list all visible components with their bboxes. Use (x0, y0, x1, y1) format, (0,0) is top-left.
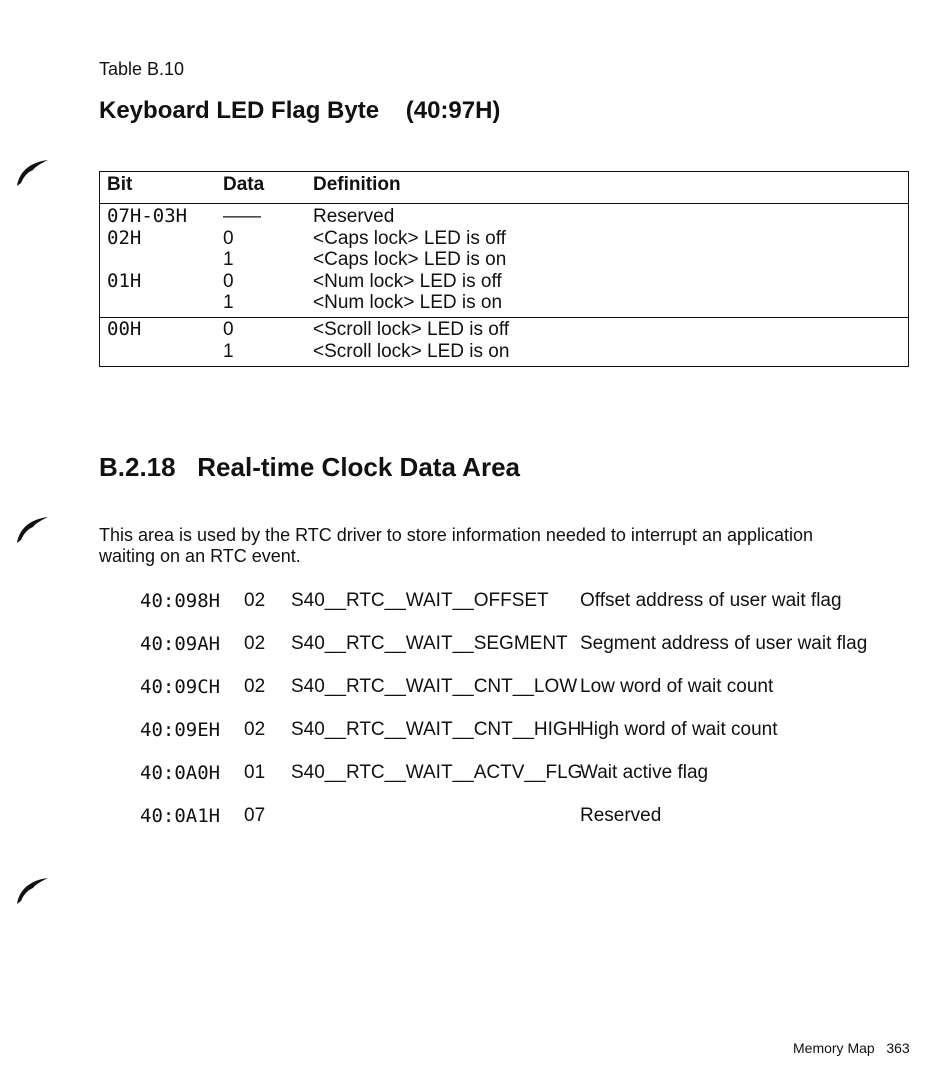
address-cell: 40:09EH (140, 719, 221, 741)
data-cell: 1 (223, 340, 234, 362)
bit-cell: 07H-03H (107, 205, 188, 227)
header-data: Data (223, 174, 265, 195)
address-cell: 40:09CH (140, 676, 221, 698)
page-footer: Memory Map 363 (793, 1040, 910, 1056)
symbol-name-cell: S40__RTC__WAIT__CNT__LOW (291, 676, 578, 697)
led-flag-table (99, 171, 909, 367)
definition-cell: <Caps lock> LED is on (313, 249, 507, 271)
description-cell: Offset address of user wait flag (580, 590, 842, 611)
data-cell: 0 (223, 227, 234, 249)
symbol-name-cell: S40__RTC__WAIT__CNT__HIGH (291, 719, 582, 740)
table-row (100, 292, 908, 314)
bit-cell: 00H (107, 317, 142, 340)
definition-cell: <Scroll lock> LED is off (313, 318, 510, 340)
margin-flag-icon (16, 876, 50, 906)
header-bit: Bit (107, 174, 133, 195)
data-cell: 0 (223, 318, 234, 340)
size-cell: 01 (244, 762, 266, 783)
margin-flag-icon (16, 158, 50, 188)
intro-paragraph: This area is used by the RTC driver to store information needed to interrupt an application waiting on an RTC event. (99, 525, 814, 566)
description-cell: Wait active flag (580, 762, 709, 783)
definition-cell: <Num lock> LED is on (313, 292, 503, 314)
bit-cell: 02H (107, 226, 142, 249)
data-cell: 1 (223, 292, 234, 314)
table-group-2 (100, 318, 908, 366)
size-cell: 02 (244, 633, 266, 654)
address-cell: 40:098H (140, 590, 221, 612)
address-cell: 40:0A1H (140, 805, 221, 827)
address-cell: 40:09AH (140, 633, 221, 655)
memory-row (0, 589, 950, 613)
definition-cell: <Scroll lock> LED is on (313, 340, 510, 362)
definition-cell: <Caps lock> LED is off (313, 227, 506, 249)
size-cell: 07 (244, 805, 266, 826)
symbol-name-cell: S40__RTC__WAIT__ACTV__FLG (291, 762, 583, 783)
data-cell: —— (223, 206, 261, 227)
description-cell: Segment address of user wait flag (580, 633, 868, 654)
memory-row (0, 675, 950, 699)
symbol-name-cell: S40__RTC__WAIT__OFFSET (291, 590, 549, 611)
size-cell: 02 (244, 719, 266, 740)
table-caption: Table B.10 (99, 59, 185, 79)
table-row (100, 206, 908, 228)
memory-row (0, 718, 950, 742)
table-row (100, 249, 908, 271)
definition-cell: <Num lock> LED is off (313, 270, 502, 292)
definition-cell: Reserved (313, 206, 395, 227)
margin-flag-icon (16, 515, 50, 545)
description-cell: Reserved (580, 805, 662, 826)
memory-row (0, 804, 950, 828)
address-cell: 40:0A0H (140, 762, 221, 784)
symbol-name-cell: S40__RTC__WAIT__SEGMENT (291, 633, 568, 654)
size-cell: 02 (244, 590, 266, 611)
data-cell: 0 (223, 270, 234, 292)
table-row (100, 319, 908, 341)
memory-row (0, 761, 950, 785)
size-cell: 02 (244, 676, 266, 697)
section-heading: B.2.18 Real-time Clock Data Area (99, 452, 520, 482)
bit-cell: 01H (107, 269, 142, 292)
description-cell: High word of wait count (580, 719, 778, 740)
table-group-1 (100, 204, 908, 318)
memory-row (0, 632, 950, 656)
table-row (100, 341, 908, 363)
header-definition: Definition (313, 174, 401, 195)
table-title: Keyboard LED Flag Byte (40:97H) (99, 97, 501, 124)
table-row (100, 228, 908, 250)
description-cell: Low word of wait count (580, 676, 774, 697)
data-cell: 1 (223, 249, 234, 271)
table-row (100, 271, 908, 293)
table-header-row (100, 172, 908, 204)
